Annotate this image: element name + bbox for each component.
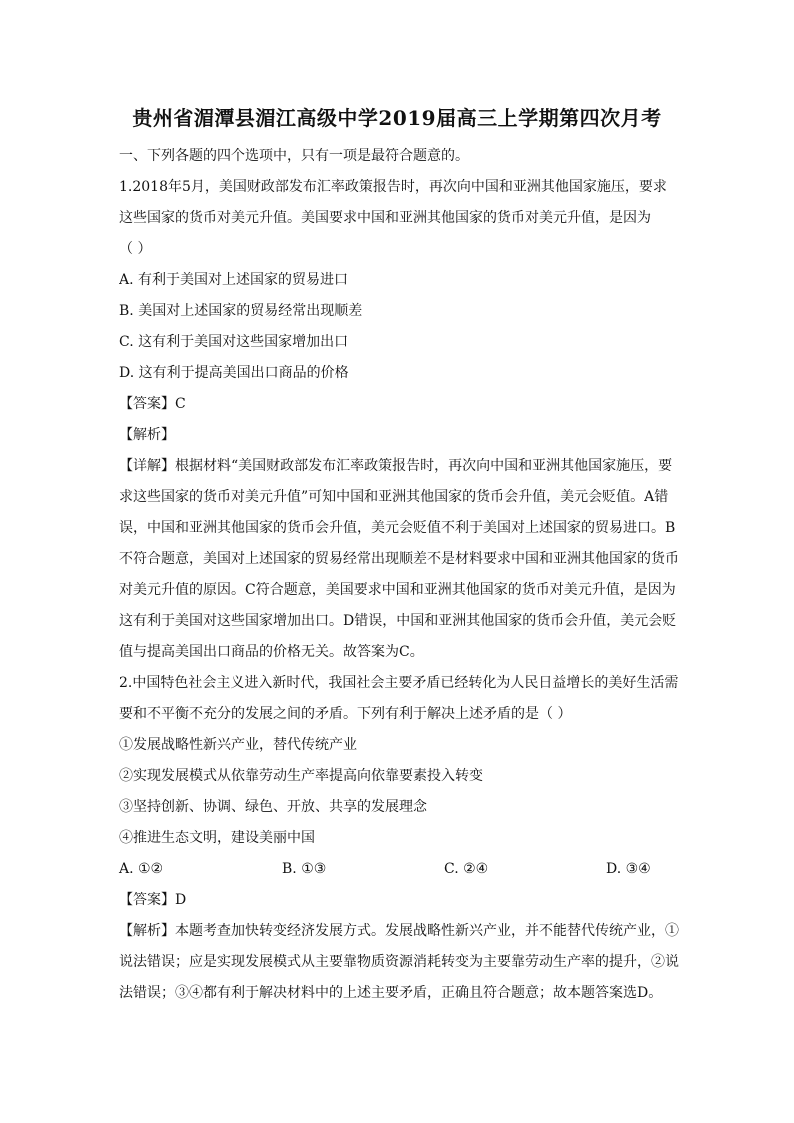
q2-stem-line-2: 要和不平衡不充分的发展之间的矛盾。下列有利于解决上述矛盾的是（ ）: [119, 706, 572, 722]
q2-analysis-line: 法错误；③④都有利于解决材料中的上述主要矛盾，正确且符合题意；故本题答案选D。: [119, 985, 663, 1001]
q1-option-b: B. 美国对上述国家的贸易经常出现顺差: [119, 303, 363, 319]
q1-detail-line: 误，中国和亚洲其他国家的货币会升值，美元会贬值不利于美国对上述国家的贸易进口。B: [119, 520, 676, 536]
q2-stem-line-1: 2.中国特色社会主义进入新时代，我国社会主要矛盾已经转化为人民日益增长的美好生活需: [119, 675, 679, 691]
q1-option-c: C. 这有利于美国对这些国家增加出口: [119, 334, 349, 350]
q1-answer: 【答案】C: [119, 396, 186, 412]
q2-analysis-line: 【解析】本题考查加快转变经济发展方式。发展战略性新兴产业，并不能替代传统产业，①: [119, 923, 679, 939]
q1-detail-line: 这有利于美国对这些国家增加出口。D错误，中国和亚洲其他国家的货币会升值，美元会贬: [119, 613, 677, 629]
q1-detail-line: 求这些国家的货币对美元升值”可知中国和亚洲其他国家的货币会升值，美元会贬值。A错: [119, 489, 669, 505]
q2-option-a: A. ①②: [119, 861, 164, 877]
q1-analysis-label: 【解析】: [119, 427, 175, 443]
q2-item: ①发展战略性新兴产业，替代传统产业: [119, 737, 357, 753]
q1-stem-line-1: 1.2018年5月，美国财政部发布汇率政策报告时，再次向中国和亚洲其他国家施压，要求: [119, 179, 667, 195]
q2-item: ②实现发展模式从依靠劳动生产率提高向依靠要素投入转变: [119, 768, 483, 784]
q1-stem-line-3: （ ）: [119, 241, 152, 257]
q2-option-b: B. ①③: [282, 861, 327, 877]
q2-item: ④推进生态文明，建设美丽中国: [119, 830, 315, 846]
q1-option-d: D. 这有利于提高美国出口商品的价格: [119, 365, 349, 381]
q1-detail-line: 值与提高美国出口商品的价格无关。故答案为C。: [119, 644, 424, 660]
q2-answer: 【答案】D: [119, 892, 187, 908]
q1-stem-line-2: 这些国家的货币对美元升值。美国要求中国和亚洲其他国家的货币对美元升值，是因为: [119, 210, 651, 226]
q2-option-c: C. ②④: [444, 861, 489, 877]
q1-option-a: A. 有利于美国对上述国家的贸易进口: [119, 272, 349, 288]
section-instruction: 一、下列各题的四个选项中，只有一项是最符合题意的。: [119, 148, 469, 164]
q2-option-d: D. ③④: [606, 861, 651, 877]
q1-detail-line: 不符合题意，美国对上述国家的贸易经常出现顺差不是材料要求中国和亚洲其他国家的货币: [119, 551, 679, 567]
q2-item: ③坚持创新、协调、绿色、开放、共享的发展理念: [119, 799, 427, 815]
q1-detail-line: 对美元升值的原因。C符合题意，美国要求中国和亚洲其他国家的货币对美元升值，是因为: [119, 582, 676, 598]
q1-detail-line: 【详解】根据材料“美国财政部发布汇率政策报告时，再次向中国和亚洲其他国家施压，要: [119, 458, 673, 474]
q2-analysis-line: 说法错误；应是实现发展模式从主要靠物质资源消耗转变为主要靠劳动生产率的提升，②说: [119, 954, 679, 970]
document-title: 贵州省湄潭县湄江高级中学2019届高三上学期第四次月考: [132, 106, 662, 130]
